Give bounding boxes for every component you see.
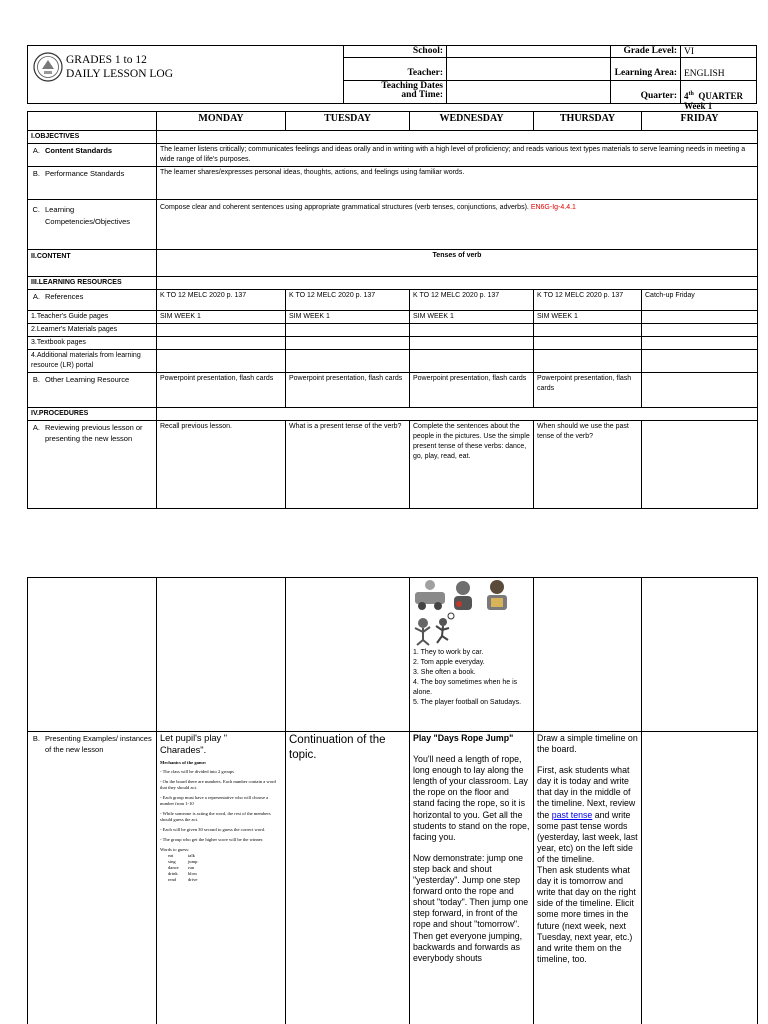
word: drive bbox=[188, 877, 198, 882]
teachers-guide-friday bbox=[642, 311, 758, 324]
charades-intro-1: Let pupil's play " bbox=[160, 733, 228, 743]
performance-standards-num: B. bbox=[32, 169, 40, 178]
girl-reading-picture bbox=[487, 580, 507, 610]
teaching-dates-label-2: and Time: bbox=[401, 90, 443, 100]
word: sing bbox=[168, 859, 176, 864]
references-tuesday: K TO 12 MELC 2020 p. 137 bbox=[286, 290, 410, 311]
school-value[interactable] bbox=[446, 45, 610, 57]
teachers-guide-thursday: SIM WEEK 1 bbox=[534, 311, 642, 324]
other-resources-wednesday: Powerpoint presentation, flash cards bbox=[410, 373, 534, 408]
reviewing-tuesday: What is a present tense of the verb? bbox=[286, 421, 410, 509]
quarter-label: Quarter: bbox=[610, 80, 680, 104]
sentence-4: 4. The boy sometimes when he is alone. bbox=[413, 679, 518, 696]
learners-materials-label: 2.Learner's Materials pages bbox=[28, 324, 157, 337]
reviewing-monday: Recall previous lesson. bbox=[157, 421, 286, 509]
reviewing-thursday: When should we use the past tense of the verb? bbox=[534, 421, 642, 509]
quarter-value[interactable] bbox=[680, 80, 757, 111]
word: blow bbox=[188, 871, 198, 876]
boy-eating-picture bbox=[454, 581, 472, 610]
sentence-3: 3. She often a book. bbox=[413, 669, 476, 676]
presenting-tuesday: Continuation of the topic. bbox=[286, 732, 410, 1024]
lr-portal-row bbox=[28, 350, 758, 373]
word: dance bbox=[168, 865, 179, 870]
picture-sentences-cell bbox=[410, 578, 534, 732]
car-picture bbox=[415, 580, 445, 610]
dancing-boy-picture bbox=[415, 618, 430, 645]
resources-section-label: III.LEARNING RESOURCES bbox=[28, 277, 157, 290]
people-pictures-icon bbox=[413, 578, 523, 646]
reviewing-num: A. bbox=[32, 423, 40, 432]
other-resources-friday bbox=[642, 373, 758, 408]
reviewing-wednesday: Complete the sentences about the people in the pictures. Use the simple present tense of these verbs: dance, go, play, read, eat. bbox=[410, 421, 534, 509]
mechanics-item: - While someone is acting the word, the rest of the members should guess the act. bbox=[160, 811, 271, 822]
header-brand bbox=[28, 46, 343, 103]
lesson-log-table-continued bbox=[27, 577, 758, 1024]
references-thursday: K TO 12 MELC 2020 p. 137 bbox=[534, 290, 642, 311]
other-resources-row bbox=[28, 373, 758, 408]
day-tuesday: TUESDAY bbox=[286, 112, 410, 131]
learning-area-value[interactable]: ENGLISH bbox=[680, 57, 757, 80]
objectives-section-row bbox=[28, 131, 758, 144]
resources-section-row bbox=[28, 277, 758, 290]
day-friday: FRIDAY bbox=[642, 112, 758, 131]
references-friday: Catch-up Friday bbox=[642, 290, 758, 311]
words-list bbox=[168, 853, 282, 883]
other-resources-num: B. bbox=[32, 375, 40, 384]
performance-standards-row bbox=[28, 167, 758, 200]
word: read bbox=[168, 877, 176, 882]
learning-area-label: Learning Area: bbox=[610, 57, 680, 80]
mechanics-block bbox=[160, 760, 282, 883]
competencies-text: Compose clear and coherent sentences using appropriate grammatical structures (verb tenses, conjunctions, adverbs). bbox=[160, 204, 529, 211]
sentence-2: 2. Tom apple everyday. bbox=[413, 659, 485, 666]
content-row bbox=[28, 250, 758, 277]
teachers-guide-monday: SIM WEEK 1 bbox=[157, 311, 286, 324]
performance-standards-label: Performance Standards bbox=[45, 169, 125, 178]
charades-intro-2: Charades". bbox=[160, 744, 207, 755]
procedures-section-row bbox=[28, 408, 758, 421]
teacher-label: Teacher: bbox=[343, 57, 446, 80]
references-label: References bbox=[45, 292, 84, 301]
content-standards-text: The learner listens critically; communicates feelings and ideas orally and in writing with a high level of proficiency; and reads various text types materials to serve learning needs in meeting a wide range of life's purposes. bbox=[157, 144, 758, 167]
other-resources-label: Other Learning Resource bbox=[45, 375, 130, 384]
performance-standards-text: The learner shares/expresses personal ideas, thoughts, actions, and feelings using familiar words. bbox=[157, 167, 758, 200]
words-title: Words to guess: bbox=[160, 847, 190, 852]
textbook-row bbox=[28, 337, 758, 350]
mechanics-item: - Each group must have a representative who will choose a number from 1-10 bbox=[160, 795, 269, 806]
football-player-picture bbox=[436, 613, 454, 643]
timeline-p1: Draw a simple timeline on the board. bbox=[537, 733, 638, 755]
presenting-num: B. bbox=[32, 734, 40, 743]
lesson-log-table bbox=[27, 111, 758, 509]
textbook-label: 3.Textbook pages bbox=[28, 337, 157, 350]
lr-portal-label: 4.Additional materials from learning resource (LR) portal bbox=[28, 350, 157, 373]
competencies-row bbox=[28, 200, 758, 250]
teaching-dates-value[interactable] bbox=[446, 80, 610, 104]
header-title-line1: GRADES 1 to 12 bbox=[66, 54, 147, 66]
blank-header bbox=[28, 112, 157, 131]
references-wednesday: K TO 12 MELC 2020 p. 137 bbox=[410, 290, 534, 311]
mechanics-item: - On the board there are numbers. Each number contain a word that they should act. bbox=[160, 779, 276, 790]
mechanics-item: - The group who get the higher score will be the winner. bbox=[160, 837, 264, 842]
teacher-value[interactable] bbox=[446, 57, 610, 80]
competency-code: EN6G-Ig-4.4.1 bbox=[530, 204, 576, 211]
presenting-monday bbox=[157, 732, 286, 1024]
teachers-guide-row bbox=[28, 311, 758, 324]
teaching-dates-label-1: Teaching Dates bbox=[381, 81, 443, 91]
references-row bbox=[28, 290, 758, 311]
competencies-cell bbox=[157, 200, 758, 250]
mechanics-item: - The class will be divided into 2 groups bbox=[160, 769, 234, 774]
competencies-num: C. bbox=[32, 205, 40, 214]
other-resources-monday: Powerpoint presentation, flash cards bbox=[157, 373, 286, 408]
learners-materials-row bbox=[28, 324, 758, 337]
presenting-thursday bbox=[534, 732, 642, 1024]
reviewing-continued-row bbox=[28, 578, 758, 732]
word: drink bbox=[168, 871, 178, 876]
teachers-guide-label: 1.Teacher's Guide pages bbox=[28, 311, 157, 324]
word: eat bbox=[168, 853, 174, 858]
mechanics-title: Mechanics of the game: bbox=[160, 760, 207, 765]
rope-jump-p2: Now demonstrate: jump one step back and shout "yesterday". Jump one step forward onto the rope and shout "today". Then jump one step forward, in front of the rope and shout "tomorrow". Then get everyone jumping, backwards and forwards as everybody shouts bbox=[413, 852, 529, 963]
charades-intro bbox=[160, 733, 282, 756]
timeline-p2b: and write some past tense words (yesterday, last week, last year, etc) on the left side of the timeline. bbox=[537, 809, 638, 864]
reviewing-row bbox=[28, 421, 758, 509]
presenting-label: Presenting Examples/ instances of the new lesson bbox=[45, 734, 152, 754]
days-header-row bbox=[28, 112, 758, 131]
timeline-p3: Then ask students what day it is tomorrow and write that day on the right side of the timeline. Elicit some more times in the future (next week, next Tuesday, next year, etc.) and write them on the timeline, too. bbox=[537, 865, 636, 964]
word: jump bbox=[188, 859, 198, 864]
lesson-topic: Tenses of verb bbox=[157, 250, 758, 277]
teachers-guide-tuesday: SIM WEEK 1 bbox=[286, 311, 410, 324]
sentence-1: 1. They to work by car. bbox=[413, 649, 484, 656]
content-section-label: II.CONTENT bbox=[28, 250, 157, 277]
content-standards-label: Content Standards bbox=[45, 146, 113, 155]
timeline-p2a: First, ask students what day it is today and write that day in the middle of the timeline. Next, review the bbox=[537, 765, 636, 820]
quarter-suffix: th bbox=[688, 91, 694, 97]
references-num: A. bbox=[32, 292, 40, 301]
deped-seal-icon bbox=[33, 52, 63, 82]
grade-level-value[interactable]: VI bbox=[680, 45, 757, 57]
past-tense-link[interactable]: past tense bbox=[551, 809, 593, 820]
reviewing-label: Reviewing previous lesson or presenting the new lesson bbox=[45, 423, 143, 443]
competencies-label: Learning Competencies/Objectives bbox=[45, 205, 131, 226]
day-thursday: THURSDAY bbox=[534, 112, 642, 131]
rope-jump-p1: You'll need a length of rope, long enough to lay along the length of your classroom. Lay the rope on the floor and stand facing the rope, so it is horizontal to you. Get all the students to stand on the rope, facing you. bbox=[413, 754, 530, 842]
rope-jump-title: Play "Days Rope Jump" bbox=[413, 733, 514, 743]
day-monday: MONDAY bbox=[157, 112, 286, 131]
timeline-p2 bbox=[537, 765, 638, 865]
other-resources-thursday: Powerpoint presentation, flash cards bbox=[534, 373, 642, 408]
other-resources-tuesday: Powerpoint presentation, flash cards bbox=[286, 373, 410, 408]
school-label: School: bbox=[343, 45, 446, 57]
grade-level-label: Grade Level: bbox=[610, 45, 680, 57]
procedures-section-label: IV.PROCEDURES bbox=[28, 408, 157, 421]
teachers-guide-wednesday: SIM WEEK 1 bbox=[410, 311, 534, 324]
quarter-number: 4 bbox=[684, 91, 689, 101]
lesson-log-header bbox=[27, 45, 757, 111]
day-wednesday: WEDNESDAY bbox=[410, 112, 534, 131]
presenting-wednesday bbox=[410, 732, 534, 1024]
quarter-week: QUARTER Week 1 bbox=[684, 91, 744, 111]
teaching-dates-label bbox=[343, 80, 446, 104]
presenting-examples-row bbox=[28, 732, 758, 1024]
mechanics-item: - Each will be given 30 second to guess the correct word. bbox=[160, 827, 266, 832]
word: talk bbox=[188, 853, 195, 858]
header-title-line2: DAILY LESSON LOG bbox=[66, 68, 174, 80]
content-standards-row bbox=[28, 144, 758, 167]
objectives-section-label: I.OBJECTIVES bbox=[28, 131, 157, 144]
sentence-5: 5. The player football on Satudays. bbox=[413, 699, 522, 706]
references-monday: K TO 12 MELC 2020 p. 137 bbox=[157, 290, 286, 311]
content-standards-num: A. bbox=[32, 146, 40, 155]
word: run bbox=[188, 865, 195, 870]
